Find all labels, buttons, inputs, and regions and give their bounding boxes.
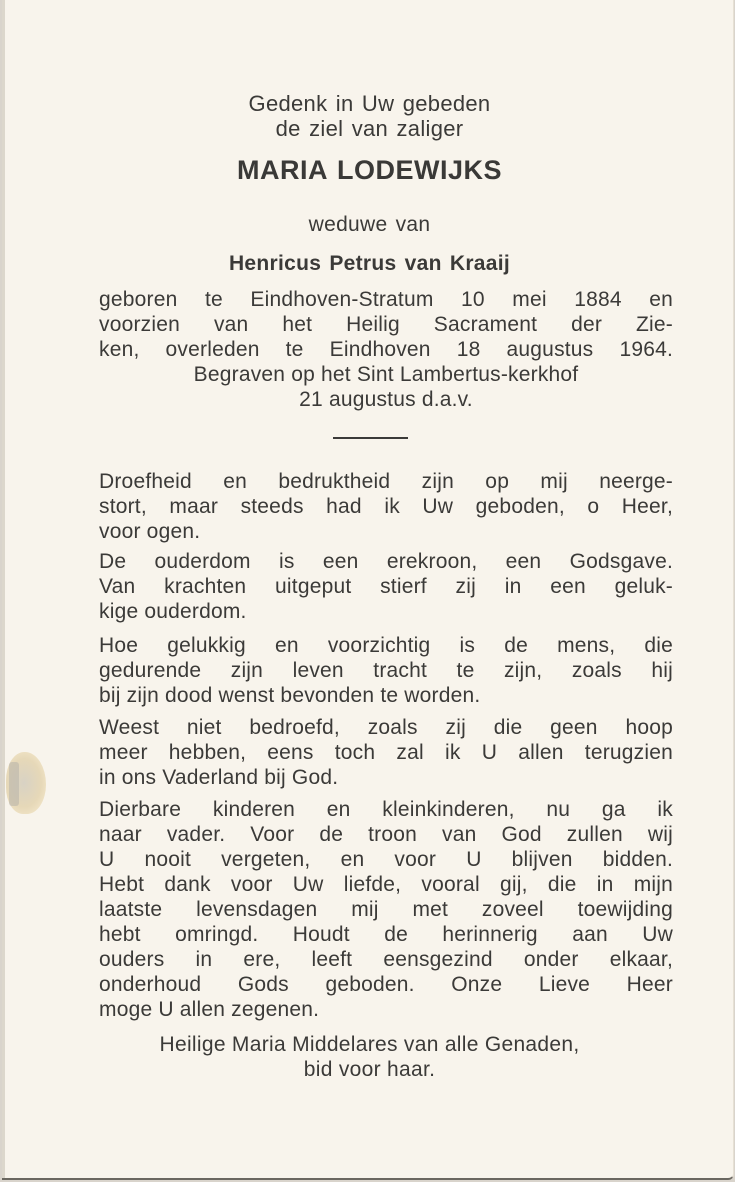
paragraph-line: in ons Vaderland bij God. <box>99 766 339 789</box>
paragraph <box>99 633 673 708</box>
paragraph-line: Weest niet bedroefd, zoals zij die geen hoop <box>99 716 673 739</box>
paragraph-line: onderhoud Gods geboden. Onze Lieve Heer <box>99 973 673 996</box>
biography-line: 21 augustus d.a.v. <box>299 388 473 411</box>
deceased-name: MARIA LODEWIJKS <box>237 155 502 185</box>
prayer-header <box>62 91 677 141</box>
paragraph-line: voor ogen. <box>99 520 201 543</box>
paper-stain <box>6 752 46 814</box>
paragraph-line: Hebt dank voor Uw liefde, vooral gij, die in mijn <box>99 873 673 896</box>
paragraph-line: Van krachten uitgeput stierf zij in een geluk- <box>99 575 673 598</box>
paragraph-line: U nooit vergeten, en voor U blijven bidden. <box>99 848 673 871</box>
paragraph-line: Hoe gelukkig en voorzichtig is de mens, die <box>99 634 673 657</box>
biography-line: geboren te Eindhoven-Stratum 10 mei 1884 en <box>99 288 673 311</box>
closing-line: Heilige Maria Middelares van alle Genaden, <box>159 1033 580 1056</box>
paragraph-line: stort, maar steeds had ik Uw geboden, o Heer, <box>99 495 673 518</box>
paragraph-line: meer hebben, eens toch zal ik U allen terugzien <box>99 741 673 764</box>
paragraph-line: hebt omringd. Houdt de herinnerig aan Uw <box>99 923 673 946</box>
paragraph-line: moge U allen zegenen. <box>99 998 320 1021</box>
biography-line: ken, overleden te Eindhoven 18 augustus 1964. <box>99 338 673 361</box>
paragraph-line: De ouderdom is een erekroon, een Godsgave. <box>99 550 673 573</box>
paragraph-line: bij zijn dood wenst bevonden te worden. <box>99 684 481 707</box>
paragraph-line: ouders in ere, leeft eensgezind onder elkaar, <box>99 948 673 971</box>
paragraph-line: Droefheid en bedruktheid zijn op mij neerge- <box>99 470 673 493</box>
paragraph-line: laatste levensdagen mij met zoveel toewijding <box>99 898 673 921</box>
header-line: Gedenk in Uw gebeden <box>248 91 491 116</box>
biography-line: voorzien van het Heilig Sacrament der Zie- <box>99 313 673 336</box>
paragraph-line: kige ouderdom. <box>99 600 247 623</box>
biography-line: Begraven op het Sint Lambertus-kerkhof <box>193 363 579 386</box>
closing-prayer <box>62 1032 677 1082</box>
paragraph-line: naar vader. Voor de troon van God zullen wij <box>99 823 673 846</box>
paragraph <box>99 469 673 544</box>
relation-label: weduwe van <box>308 213 431 236</box>
paragraph <box>99 549 673 624</box>
memorial-card <box>2 0 734 1180</box>
paragraph-line: gedurende zijn leven tracht te zijn, zoals hij <box>99 659 673 682</box>
paragraph <box>99 797 673 1022</box>
divider-rule <box>333 437 408 439</box>
header-line: de ziel van zaliger <box>275 116 464 141</box>
paragraph <box>99 715 673 790</box>
closing-line: bid voor haar. <box>303 1058 436 1081</box>
biography <box>99 287 673 412</box>
spouse-name: Henricus Petrus van Kraaij <box>228 252 511 275</box>
paragraph-line: Dierbare kinderen en kleinkinderen, nu ga ik <box>99 798 673 821</box>
